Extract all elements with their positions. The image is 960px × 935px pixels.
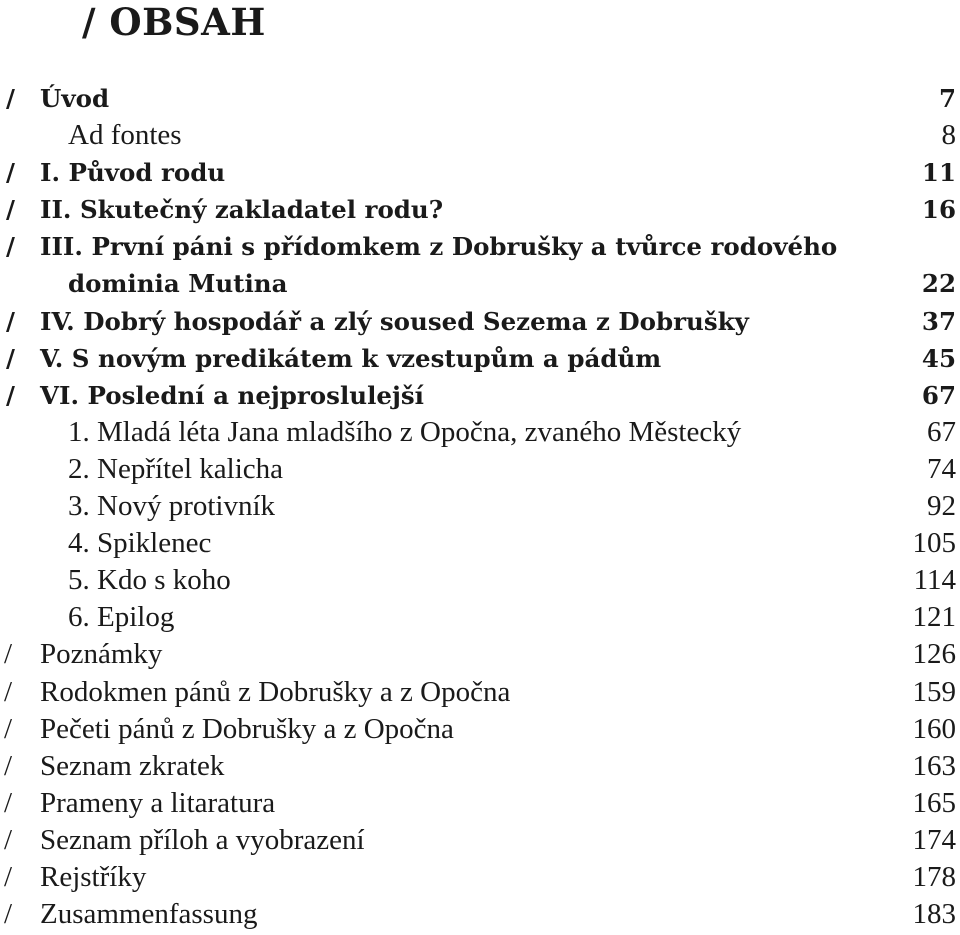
toc-entry-title: Ad fontes	[68, 119, 182, 152]
toc-entry-marker: /	[4, 860, 13, 893]
toc-entry-title: Seznam zkratek	[40, 749, 225, 782]
toc-entry[interactable]	[0, 265, 960, 302]
toc-entry-page-number: 8	[941, 119, 956, 152]
toc-entry-title: I. Původ rodu	[40, 158, 226, 188]
toc-entry[interactable]	[0, 785, 960, 822]
toc-entry-title: III. První páni s přídomkem z Dobrušky a tvůrce rodového	[40, 232, 838, 262]
toc-entry[interactable]	[0, 674, 960, 711]
toc-entry[interactable]	[0, 525, 960, 562]
toc-entry-page-number: 74	[927, 452, 956, 485]
toc-entry-title: II. Skutečný zakladatel rodu?	[40, 195, 444, 225]
toc-entry-page-number: 183	[912, 898, 956, 931]
toc-entry-page-number: 92	[927, 490, 956, 523]
toc-entry[interactable]	[0, 711, 960, 748]
toc-entry-page-number: 37	[921, 306, 956, 336]
toc-entry-title: 3. Nový protivník	[68, 490, 276, 523]
toc-entry-marker: /	[4, 898, 13, 931]
toc-entry-page-number: 11	[921, 158, 956, 188]
toc-entry-marker: /	[6, 158, 15, 188]
toc-entry-title: Zusammenfassung	[40, 898, 258, 931]
toc-entry[interactable]	[0, 191, 960, 228]
title-slash: /	[82, 0, 97, 44]
toc-entry[interactable]	[0, 488, 960, 525]
table-of-contents	[0, 80, 960, 933]
toc-entry-page-number: 67	[921, 380, 956, 410]
toc-entry-page-number: 16	[921, 195, 956, 225]
toc-entry-title: 5. Kdo s koho	[68, 564, 231, 597]
toc-entry[interactable]	[0, 80, 960, 117]
toc-entry-title: 2. Nepřítel kalicha	[68, 452, 283, 485]
toc-entry-page-number: 126	[912, 638, 956, 671]
toc-entry-title: Rodokmen pánů z Dobrušky a z Opočna	[40, 675, 511, 708]
toc-entry[interactable]	[0, 377, 960, 414]
toc-entry-marker: /	[6, 306, 15, 336]
toc-entry-page-number: 160	[912, 712, 956, 745]
title-text: OBSAH	[109, 0, 266, 44]
toc-entry[interactable]	[0, 636, 960, 673]
toc-entry-page-number: 163	[912, 749, 956, 782]
toc-entry-marker: /	[4, 712, 13, 745]
toc-entry-marker: /	[4, 786, 13, 819]
toc-entry[interactable]	[0, 599, 960, 636]
toc-entry-title: 4. Spiklenec	[68, 527, 212, 560]
toc-entry-title: Prameny a litaratura	[40, 786, 276, 819]
toc-entry[interactable]	[0, 822, 960, 859]
toc-entry-title: VI. Poslední a nejproslulejší	[40, 380, 424, 410]
toc-entry-page-number: 67	[927, 415, 956, 448]
toc-entry[interactable]	[0, 117, 960, 154]
toc-entry[interactable]	[0, 562, 960, 599]
toc-entry[interactable]	[0, 303, 960, 340]
toc-entry-marker: /	[4, 675, 13, 708]
toc-entry[interactable]	[0, 228, 960, 265]
toc-entry-marker: /	[4, 749, 13, 782]
toc-entry[interactable]	[0, 414, 960, 451]
toc-entry-marker: /	[6, 232, 15, 262]
toc-entry-page-number: 105	[912, 527, 956, 560]
toc-entry-title: V. S novým predikátem k vzestupům a pádům	[40, 343, 662, 373]
toc-entry-page-number: 165	[912, 786, 956, 819]
toc-entry-marker: /	[6, 343, 15, 373]
page-title	[82, 0, 266, 44]
toc-entry[interactable]	[0, 451, 960, 488]
toc-entry-page-number: 159	[912, 675, 956, 708]
toc-entry-marker: /	[6, 84, 15, 113]
toc-entry-page-number: 45	[921, 343, 956, 373]
toc-entry-title: Úvod	[40, 84, 110, 113]
toc-entry-page-number: 114	[913, 564, 956, 597]
toc-entry-page-number: 22	[921, 269, 956, 299]
toc-entry-page-number: 7	[938, 84, 956, 113]
toc-entry-page-number: 121	[912, 601, 956, 634]
toc-entry-marker: /	[6, 195, 15, 225]
toc-entry[interactable]	[0, 154, 960, 191]
toc-entry[interactable]	[0, 340, 960, 377]
toc-entry-title: dominia Mutina	[68, 269, 288, 299]
toc-entry-marker: /	[4, 638, 13, 671]
toc-entry-title: 1. Mladá léta Jana mladšího z Opočna, zvaného Městecký	[68, 415, 742, 448]
toc-entry-page-number: 174	[912, 823, 956, 856]
toc-entry-title: Rejstříky	[40, 860, 147, 893]
toc-entry-title: IV. Dobrý hospodář a zlý soused Sezema z Dobrušky	[40, 306, 749, 336]
toc-entry-marker: /	[4, 823, 13, 856]
toc-entry-title: Poznámky	[40, 638, 163, 671]
toc-entry[interactable]	[0, 859, 960, 896]
toc-entry[interactable]	[0, 748, 960, 785]
toc-entry-title: 6. Epilog	[68, 601, 175, 634]
toc-entry-title: Seznam příloh a vyobrazení	[40, 823, 365, 856]
toc-entry-page-number: 178	[912, 860, 956, 893]
toc-entry-title: Pečeti pánů z Dobrušky a z Opočna	[40, 712, 454, 745]
toc-entry[interactable]	[0, 896, 960, 933]
toc-entry-marker: /	[6, 380, 15, 410]
